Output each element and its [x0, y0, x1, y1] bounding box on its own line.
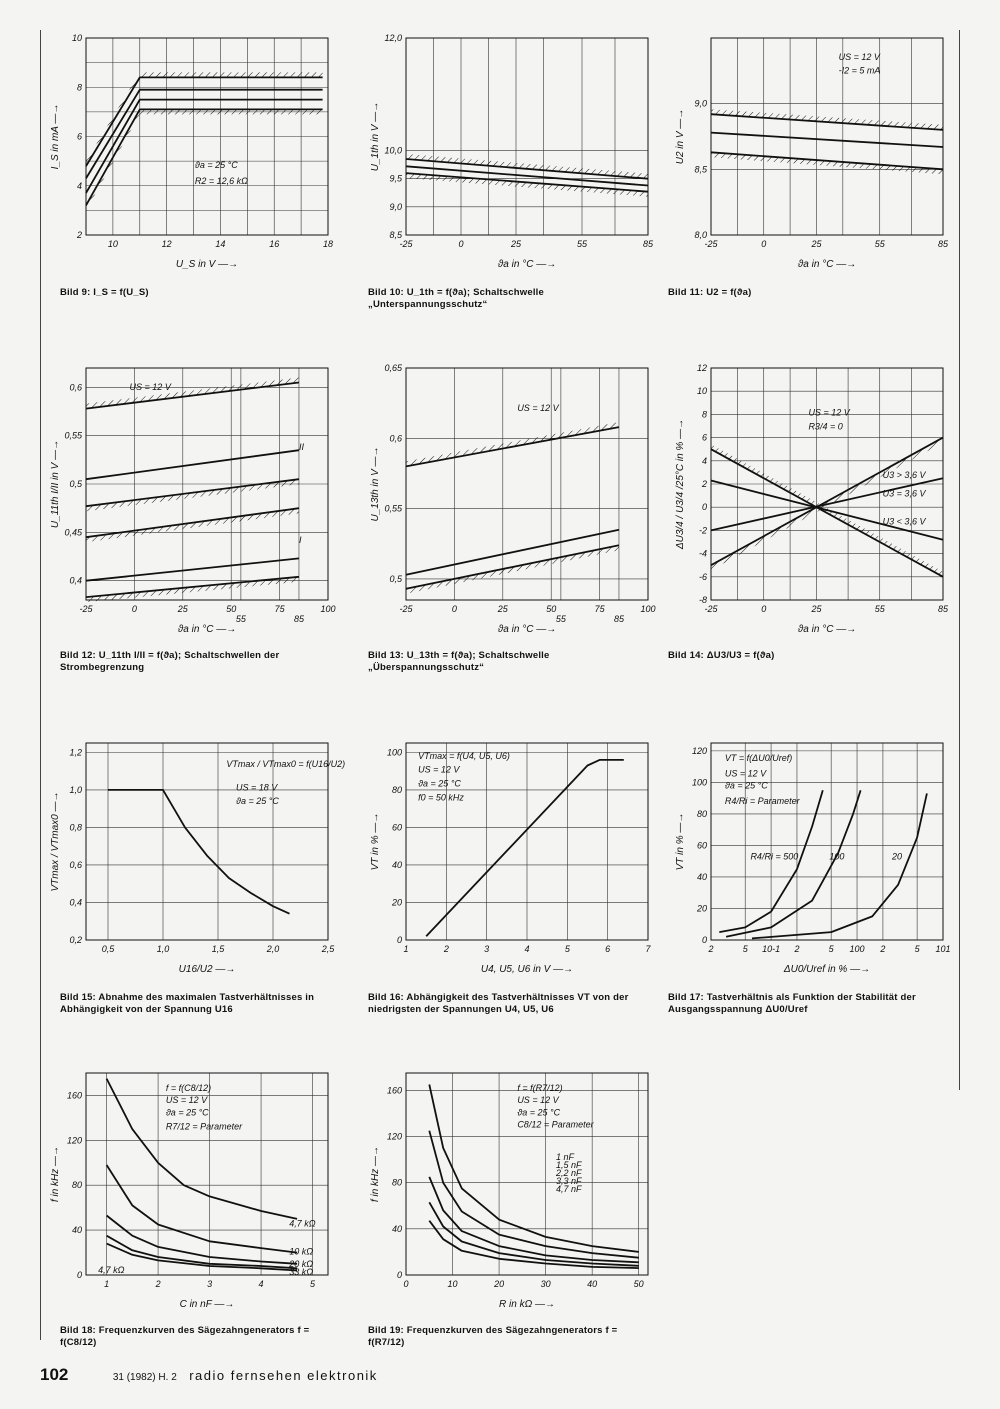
x-tick-label: 6	[605, 944, 611, 954]
chart-bild10	[360, 30, 660, 275]
chart-annotation: US = 12 V	[808, 407, 850, 418]
x-tick-label: 5	[564, 944, 570, 954]
y-tick-label: 12,0	[384, 33, 402, 43]
y-tick-label: 4	[701, 455, 707, 466]
x-tick-label: 55	[874, 239, 885, 249]
x-tick-label: 55	[235, 614, 246, 624]
x-tick-label: -25	[79, 604, 93, 614]
y-tick-label: 40	[391, 859, 402, 870]
x-axis-label: ϑa in °C —→	[497, 259, 557, 270]
x-tick-label: 25	[510, 239, 522, 249]
y-tick-label: 0,55	[384, 503, 402, 514]
x-tick-label: 1,0	[156, 944, 170, 954]
chart-annotation: R3/4 = 0	[808, 421, 843, 432]
y-tick-label: 2	[701, 479, 707, 489]
chart-annotation: US = 12 V	[724, 768, 767, 779]
chart-bild15	[40, 735, 346, 980]
chart-annotation: R7/12 = Parameter	[165, 1121, 243, 1132]
y-tick-label: 60	[391, 822, 402, 833]
y-axis-label: ΔU3/4 / U3/4 /25°C in % —→	[675, 418, 686, 550]
chart-annotation: II	[298, 442, 304, 453]
x-tick-label: 0	[131, 604, 137, 614]
chart-svg-bild18	[40, 1065, 340, 1315]
x-tick-label: 5	[914, 944, 920, 954]
chart-svg-bild14	[665, 360, 955, 640]
y-tick-label: 80	[71, 1180, 82, 1191]
y-tick-label: 40	[391, 1223, 402, 1234]
x-tick-label: 0	[458, 239, 464, 249]
x-tick-label: 5	[310, 1279, 316, 1289]
chart-annotation: US = 12 V	[517, 402, 559, 413]
y-axis-label: VTmax / VTmax0 —→	[50, 791, 61, 892]
chart-annotation: 2,2 nF	[556, 1167, 582, 1178]
y-tick-label: 0,5	[389, 573, 402, 584]
chart-annotation: ϑa = 25 °C	[236, 796, 279, 807]
x-tick-label: 1	[403, 944, 409, 954]
x-tick-label: 85	[937, 604, 949, 614]
y-axis-label: VT in % —→	[675, 812, 686, 871]
plot-frame	[406, 38, 648, 235]
x-tick-label: 0	[451, 604, 457, 614]
grid-bild10	[406, 38, 648, 235]
x-tick-label: 16	[269, 239, 280, 249]
x-tick-label: 25	[497, 604, 508, 614]
y-tick-label: 40	[696, 871, 707, 882]
x-tick-label: 85	[937, 239, 949, 249]
y-axis-label: U2 in V —→	[675, 108, 686, 165]
y-tick-label: 80	[391, 1177, 402, 1188]
chart-annotation: VT = f(ΔU0/Uref)	[724, 752, 793, 763]
y-tick-label: 0,6	[69, 859, 82, 870]
x-tick-label: 2	[708, 944, 714, 954]
series-line	[711, 438, 943, 566]
chart-bild9	[40, 30, 340, 275]
y-tick-label: 0,6	[389, 433, 402, 444]
y-tick-label: 0,65	[384, 363, 402, 373]
x-tick-label: 3	[484, 944, 490, 954]
series-line	[86, 479, 299, 506]
series-line	[711, 114, 943, 130]
x-tick-label: 5	[828, 944, 834, 954]
chart-bild13	[360, 360, 660, 640]
series-line	[86, 508, 299, 537]
y-tick-label: 160	[66, 1090, 82, 1101]
chart-annotation: I	[298, 535, 302, 546]
caption-bild19: Bild 19: Frequenzkurven des Sägezahngenerators f = f(R7/12)	[368, 1325, 618, 1348]
y-tick-label: 20	[391, 897, 402, 908]
y-tick-label: 6	[701, 432, 707, 443]
y-axis-label: U_13th in V —→	[370, 446, 381, 522]
series-line	[86, 109, 323, 205]
y-tick-label: 0	[701, 502, 707, 513]
y-tick-label: 80	[391, 784, 402, 795]
series-line	[86, 558, 299, 580]
y-tick-label: 10	[696, 386, 707, 397]
chart-annotation: 4,7 kΩ	[289, 1218, 316, 1229]
y-tick-label: 60	[696, 840, 707, 851]
chart-annotation: 33 kΩ	[289, 1266, 314, 1277]
chart-annotation: VTmax = f(U4, U5, U6)	[418, 750, 510, 761]
y-tick-label: 100	[691, 777, 707, 788]
x-tick-label: 50	[546, 604, 557, 614]
chart-annotation: f = f(R7/12)	[517, 1083, 563, 1094]
y-tick-label: 20	[696, 903, 707, 914]
chart-annotation: US = 12 V	[129, 381, 171, 392]
chart-annotation: -I2 = 5 mA	[838, 65, 881, 76]
y-tick-label: 0,4	[69, 575, 82, 586]
x-tick-label: 100	[849, 944, 865, 954]
y-tick-label: 8,5	[389, 230, 402, 240]
caption-bild11: Bild 11: U2 = f(ϑa)	[668, 287, 752, 298]
x-tick-label: 4	[258, 1279, 264, 1289]
x-tick-label: 25	[811, 604, 822, 614]
x-tick-label: 2	[880, 944, 886, 954]
x-tick-label: 2	[794, 944, 800, 954]
caption-bild10: Bild 10: U_1th = f(ϑa); Schaltschwelle „Unterspannungsschutz“	[368, 287, 544, 310]
y-tick-label: 9,5	[389, 173, 402, 184]
y-tick-label: 0	[396, 935, 402, 945]
chart-annotation: ϑa = 25 °C	[418, 778, 461, 789]
series-line	[86, 383, 299, 409]
y-tick-label: 8,0	[694, 230, 707, 240]
y-axis-label: U_11th I/II in V —→	[50, 439, 61, 529]
series-line	[86, 577, 299, 597]
x-tick-label: 75	[274, 604, 285, 614]
chart-annotation: R4/Ri = Parameter	[724, 796, 800, 807]
y-axis-label: U_1th in V —→	[370, 101, 381, 172]
y-tick-label: -2	[698, 525, 707, 536]
x-tick-label: 0	[403, 1279, 409, 1289]
y-tick-label: 0,45	[64, 527, 82, 538]
chart-annotation: US = 12 V	[418, 764, 460, 775]
x-tick-label: 55	[874, 604, 885, 614]
chart-bild11	[665, 30, 955, 275]
chart-svg-bild17	[665, 735, 955, 980]
x-tick-label: 2,5	[321, 944, 335, 954]
x-tick-label: 4	[524, 944, 530, 954]
x-axis-label: ϑa in °C —→	[497, 624, 557, 635]
page-number: 102	[40, 1365, 69, 1384]
y-tick-label: 120	[66, 1135, 82, 1146]
series-line	[86, 450, 299, 479]
x-tick-label: -25	[399, 604, 413, 614]
y-tick-label: 9,0	[389, 201, 402, 212]
x-axis-label: ΔU0/Uref in % —→	[783, 964, 871, 975]
x-tick-label: 20	[494, 1279, 505, 1289]
chart-svg-bild12	[40, 360, 340, 640]
chart-annotation: ϑa = 25 °C	[724, 780, 768, 791]
page-footer	[40, 1365, 378, 1385]
y-tick-label: 120	[691, 745, 707, 756]
x-axis-label: C in nF —→	[179, 1299, 235, 1310]
x-tick-label: 75	[594, 604, 605, 614]
x-tick-label: 7	[645, 944, 651, 954]
series-line	[711, 152, 943, 169]
chart-svg-bild15	[40, 735, 346, 980]
issue-label: 31 (1982) H. 2	[112, 1372, 177, 1383]
x-tick-label: 2	[443, 944, 449, 954]
caption-bild13: Bild 13: U_13th = f(ϑa); Schaltschwelle „Überspannungsschutz“	[368, 650, 550, 673]
series-line	[108, 790, 290, 914]
y-tick-label: 80	[696, 808, 707, 819]
grid-bild11	[711, 38, 943, 235]
chart-annotation: f0 = 50 kHz	[418, 792, 464, 803]
y-tick-label: 4	[76, 180, 82, 191]
x-axis-label: U4, U5, U6 in V —→	[480, 964, 574, 975]
x-axis-label: U16/U2 —→	[178, 964, 236, 975]
y-tick-label: 10	[71, 33, 82, 43]
x-tick-label: 10-1	[762, 944, 781, 954]
y-axis-label: f in kHz —→	[50, 1145, 61, 1203]
chart-bild18	[40, 1065, 340, 1315]
chart-annotation: 3,3 nF	[556, 1176, 582, 1187]
x-axis-label: ϑa in °C —→	[797, 259, 857, 270]
grid-bild9	[86, 38, 328, 235]
chart-bild12	[40, 360, 340, 640]
y-tick-label: -6	[698, 571, 707, 582]
x-axis-label: U_S in V —→	[175, 259, 239, 270]
magazine-title: radio fernsehen elektronik	[189, 1368, 378, 1383]
series-line	[107, 1165, 298, 1253]
y-tick-label: 100	[386, 747, 402, 758]
chart-annotation: US = 18 V	[236, 782, 278, 793]
series-line	[726, 790, 861, 937]
caption-bild15: Bild 15: Abnahme des maximalen Tastverhältnisses in Abhängigkeit von der Spannung U16	[60, 992, 315, 1015]
chart-bild14	[665, 360, 955, 640]
x-tick-label: 55	[576, 239, 588, 249]
y-axis-label: f in kHz —→	[370, 1145, 381, 1203]
y-tick-label: 9,0	[694, 98, 707, 109]
chart-annotation: VTmax / VTmax0 = f(U16/U2)	[226, 758, 346, 769]
chart-annotation: US = 12 V	[517, 1095, 559, 1106]
x-tick-label: 25	[811, 239, 822, 249]
x-tick-label: 50	[633, 1279, 644, 1289]
chart-annotation: R4/Ri = 500	[750, 851, 799, 862]
series-line	[86, 77, 323, 166]
chart-svg-bild9	[40, 30, 340, 275]
chart-annotation: 4,7 nF	[556, 1184, 582, 1195]
x-tick-label: 85	[642, 239, 654, 249]
y-tick-label: 0,4	[69, 897, 82, 908]
x-tick-label: 100	[320, 604, 336, 614]
chart-annotation: 1 nF	[556, 1151, 575, 1162]
series-line	[711, 449, 943, 577]
caption-bild16: Bild 16: Abhängigkeit des Tastverhältnisses VT von der niedrigsten der Spannungen U4, U5, U6	[368, 992, 629, 1015]
series-line	[752, 793, 927, 938]
x-tick-label: 2,0	[266, 944, 280, 954]
x-tick-label: 0	[761, 239, 767, 249]
caption-bild9: Bild 9: I_S = f(U_S)	[60, 287, 149, 298]
grid-bild14	[711, 368, 943, 600]
chart-annotation: 100	[829, 851, 845, 862]
x-tick-label: 1	[104, 1279, 110, 1289]
y-tick-label: 0,2	[69, 935, 82, 945]
caption-bild17: Bild 17: Tastverhältnis als Funktion der Stabilität der Ausgangsspannung ΔU0/Uref	[668, 992, 916, 1015]
x-tick-label: 85	[613, 614, 624, 624]
grid-bild15	[86, 743, 328, 940]
caption-bild12: Bild 12: U_11th I/II = f(ϑa); Schaltschwellen der Strombegrenzung	[60, 650, 280, 673]
chart-annotation: U3 < 3,6 V	[882, 516, 926, 527]
series-line	[711, 133, 943, 147]
chart-annotation: ϑa = 25 °C	[165, 1107, 209, 1118]
y-tick-label: 0	[76, 1270, 82, 1280]
chart-annotation: US = 12 V	[165, 1095, 208, 1106]
plot-frame	[711, 38, 943, 235]
x-tick-label: 100	[640, 604, 656, 614]
y-tick-label: 8	[76, 82, 82, 93]
y-tick-label: 6	[76, 131, 82, 142]
right-rule	[959, 30, 960, 1090]
y-tick-label: 40	[71, 1225, 82, 1236]
x-tick-label: -25	[399, 239, 413, 249]
chart-svg-bild19	[360, 1065, 660, 1315]
y-tick-label: 0,8	[69, 822, 82, 833]
x-tick-label: 18	[322, 239, 334, 249]
chart-annotation: 10 kΩ	[289, 1246, 314, 1257]
y-tick-label: 10,0	[384, 145, 402, 156]
chart-annotation: U3 = 3,6 V	[882, 488, 926, 499]
x-tick-label: -25	[704, 239, 718, 249]
chart-annotation: US = 12 V	[838, 51, 880, 62]
y-tick-label: 12	[696, 363, 707, 373]
x-axis-label: ϑa in °C —→	[797, 624, 857, 635]
y-tick-label: 0	[701, 935, 707, 945]
x-tick-label: 0	[761, 604, 767, 614]
x-tick-label: -25	[704, 604, 718, 614]
chart-annotation: 4,7 kΩ	[98, 1264, 125, 1275]
y-axis-label: I_S in mA —→	[50, 103, 61, 170]
x-tick-label: 0,5	[101, 944, 115, 954]
y-tick-label: 2	[76, 230, 82, 240]
caption-bild14: Bild 14: ΔU3/U3 = f(ϑa)	[668, 650, 775, 661]
chart-annotation: f = f(C8/12)	[165, 1083, 212, 1094]
x-tick-label: 3	[207, 1279, 213, 1289]
chart-bild19	[360, 1065, 660, 1315]
y-tick-label: 8,5	[694, 164, 707, 175]
chart-annotation: 20 kΩ	[289, 1258, 314, 1269]
y-tick-label: 1,0	[69, 784, 82, 795]
x-axis-label: R in kΩ —→	[499, 1299, 555, 1310]
x-tick-label: 10	[107, 239, 118, 249]
x-tick-label: 12	[161, 239, 172, 249]
y-tick-label: 0,5	[69, 479, 82, 489]
caption-bild18: Bild 18: Frequenzkurven des Sägezahngenerators f = f(C8/12)	[60, 1325, 310, 1348]
x-tick-label: 5	[742, 944, 748, 954]
x-tick-label: 14	[215, 239, 226, 249]
series-line	[406, 427, 619, 466]
y-tick-label: 1,2	[69, 747, 82, 758]
y-tick-label: 8	[701, 409, 707, 420]
series-line	[107, 1236, 298, 1269]
x-tick-label: 10	[447, 1279, 458, 1289]
x-tick-label: 1,5	[211, 944, 225, 954]
series-line	[429, 1202, 638, 1266]
plot-frame	[86, 743, 328, 940]
chart-svg-bild13	[360, 360, 660, 640]
y-tick-label: 160	[386, 1085, 402, 1096]
y-tick-label: -4	[698, 548, 707, 559]
chart-bild16	[360, 735, 660, 980]
y-tick-label: -8	[698, 595, 707, 605]
x-tick-label: 2	[155, 1279, 161, 1289]
y-axis-label: VT in % —→	[370, 812, 381, 871]
chart-annotation: 1,5 nF	[556, 1159, 582, 1170]
x-tick-label: 85	[293, 614, 304, 624]
chart-annotation: 20	[891, 851, 902, 862]
y-tick-label: 0,6	[69, 382, 82, 393]
y-tick-label: 0,55	[64, 430, 82, 441]
series-line	[429, 1131, 638, 1258]
chart-svg-bild16	[360, 735, 660, 980]
chart-annotation: C8/12 = Parameter	[517, 1119, 594, 1130]
chart-svg-bild10	[360, 30, 660, 275]
x-tick-label: 50	[226, 604, 237, 614]
chart-bild17	[665, 735, 955, 980]
chart-annotation: U3 > 3,6 V	[882, 470, 926, 481]
x-tick-label: 101	[935, 944, 951, 954]
x-axis-label: ϑa in °C —→	[177, 624, 237, 635]
chart-annotation: ϑa = 25 °C	[194, 160, 238, 171]
x-tick-label: 25	[177, 604, 188, 614]
y-tick-label: 120	[386, 1131, 402, 1142]
chart-annotation: ϑa = 25 °C	[517, 1107, 561, 1118]
y-tick-label: 0	[396, 1270, 402, 1280]
chart-annotation: R2 = 12,6 kΩ	[194, 175, 249, 186]
x-tick-label: 40	[587, 1279, 598, 1289]
x-tick-label: 55	[555, 614, 566, 624]
chart-svg-bild11	[665, 30, 955, 275]
x-tick-label: 30	[540, 1279, 551, 1289]
